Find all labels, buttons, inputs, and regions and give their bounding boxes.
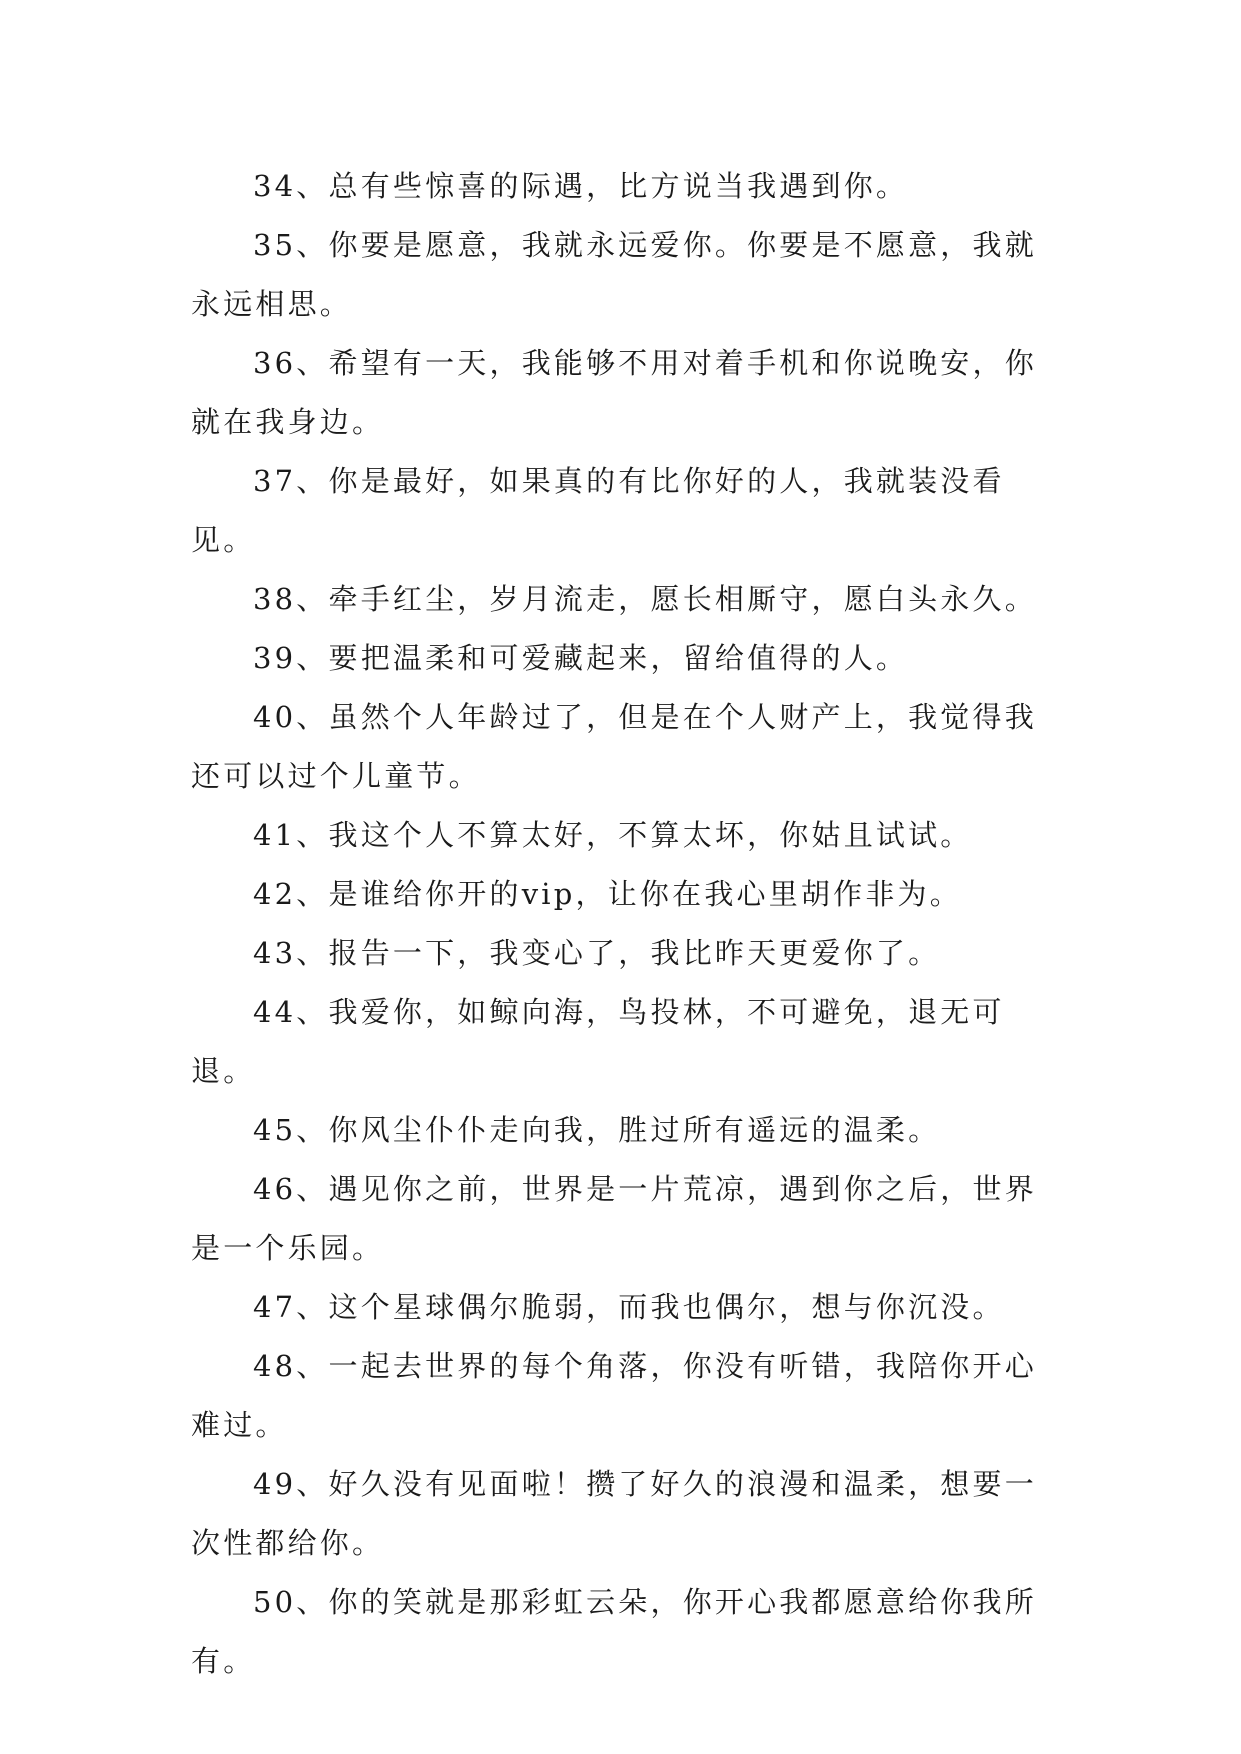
document-body	[191, 157, 1051, 1691]
paragraph-38: 38、牵手红尘，岁月流走，愿长相厮守，愿白头永久。	[253, 582, 1037, 616]
paragraph-44: 44、我爱你，如鲸向海，鸟投林，不可避免，退无可退。	[191, 995, 1005, 1088]
paragraph-34: 34、总有些惊喜的际遇，比方说当我遇到你。	[253, 169, 909, 203]
paragraph-48: 48、一起去世界的每个角落，你没有听错，我陪你开心难过。	[191, 1349, 1037, 1442]
paragraph-50: 50、你的笑就是那彩虹云朵，你开心我都愿意给你我所有。	[191, 1585, 1037, 1678]
paragraph-45: 45、你风尘仆仆走向我，胜过所有遥远的温柔。	[253, 1113, 941, 1147]
paragraph-36: 36、希望有一天，我能够不用对着手机和你说晚安，你就在我身边。	[191, 346, 1037, 439]
paragraph-49: 49、好久没有见面啦！攒了好久的浪漫和温柔，想要一次性都给你。	[191, 1467, 1037, 1560]
paragraph-39: 39、要把温柔和可爱藏起来，留给值得的人。	[253, 641, 909, 675]
paragraph-46: 46、遇见你之前，世界是一片荒凉，遇到你之后，世界是一个乐园。	[191, 1172, 1037, 1265]
paragraph-35: 35、你要是愿意，我就永远爱你。你要是不愿意，我就永远相思。	[191, 228, 1037, 321]
paragraph-47: 47、这个星球偶尔脆弱，而我也偶尔，想与你沉没。	[253, 1290, 1005, 1324]
paragraph-37: 37、你是最好，如果真的有比你好的人，我就装没看见。	[191, 464, 1005, 557]
paragraph-42: 42、是谁给你开的vip，让你在我心里胡作非为。	[253, 877, 962, 911]
paragraph-41: 41、我这个人不算太好，不算太坏，你姑且试试。	[253, 818, 973, 852]
paragraph-40: 40、虽然个人年龄过了，但是在个人财产上，我觉得我还可以过个儿童节。	[191, 700, 1037, 793]
paragraph-43: 43、报告一下，我变心了，我比昨天更爱你了。	[253, 936, 941, 970]
